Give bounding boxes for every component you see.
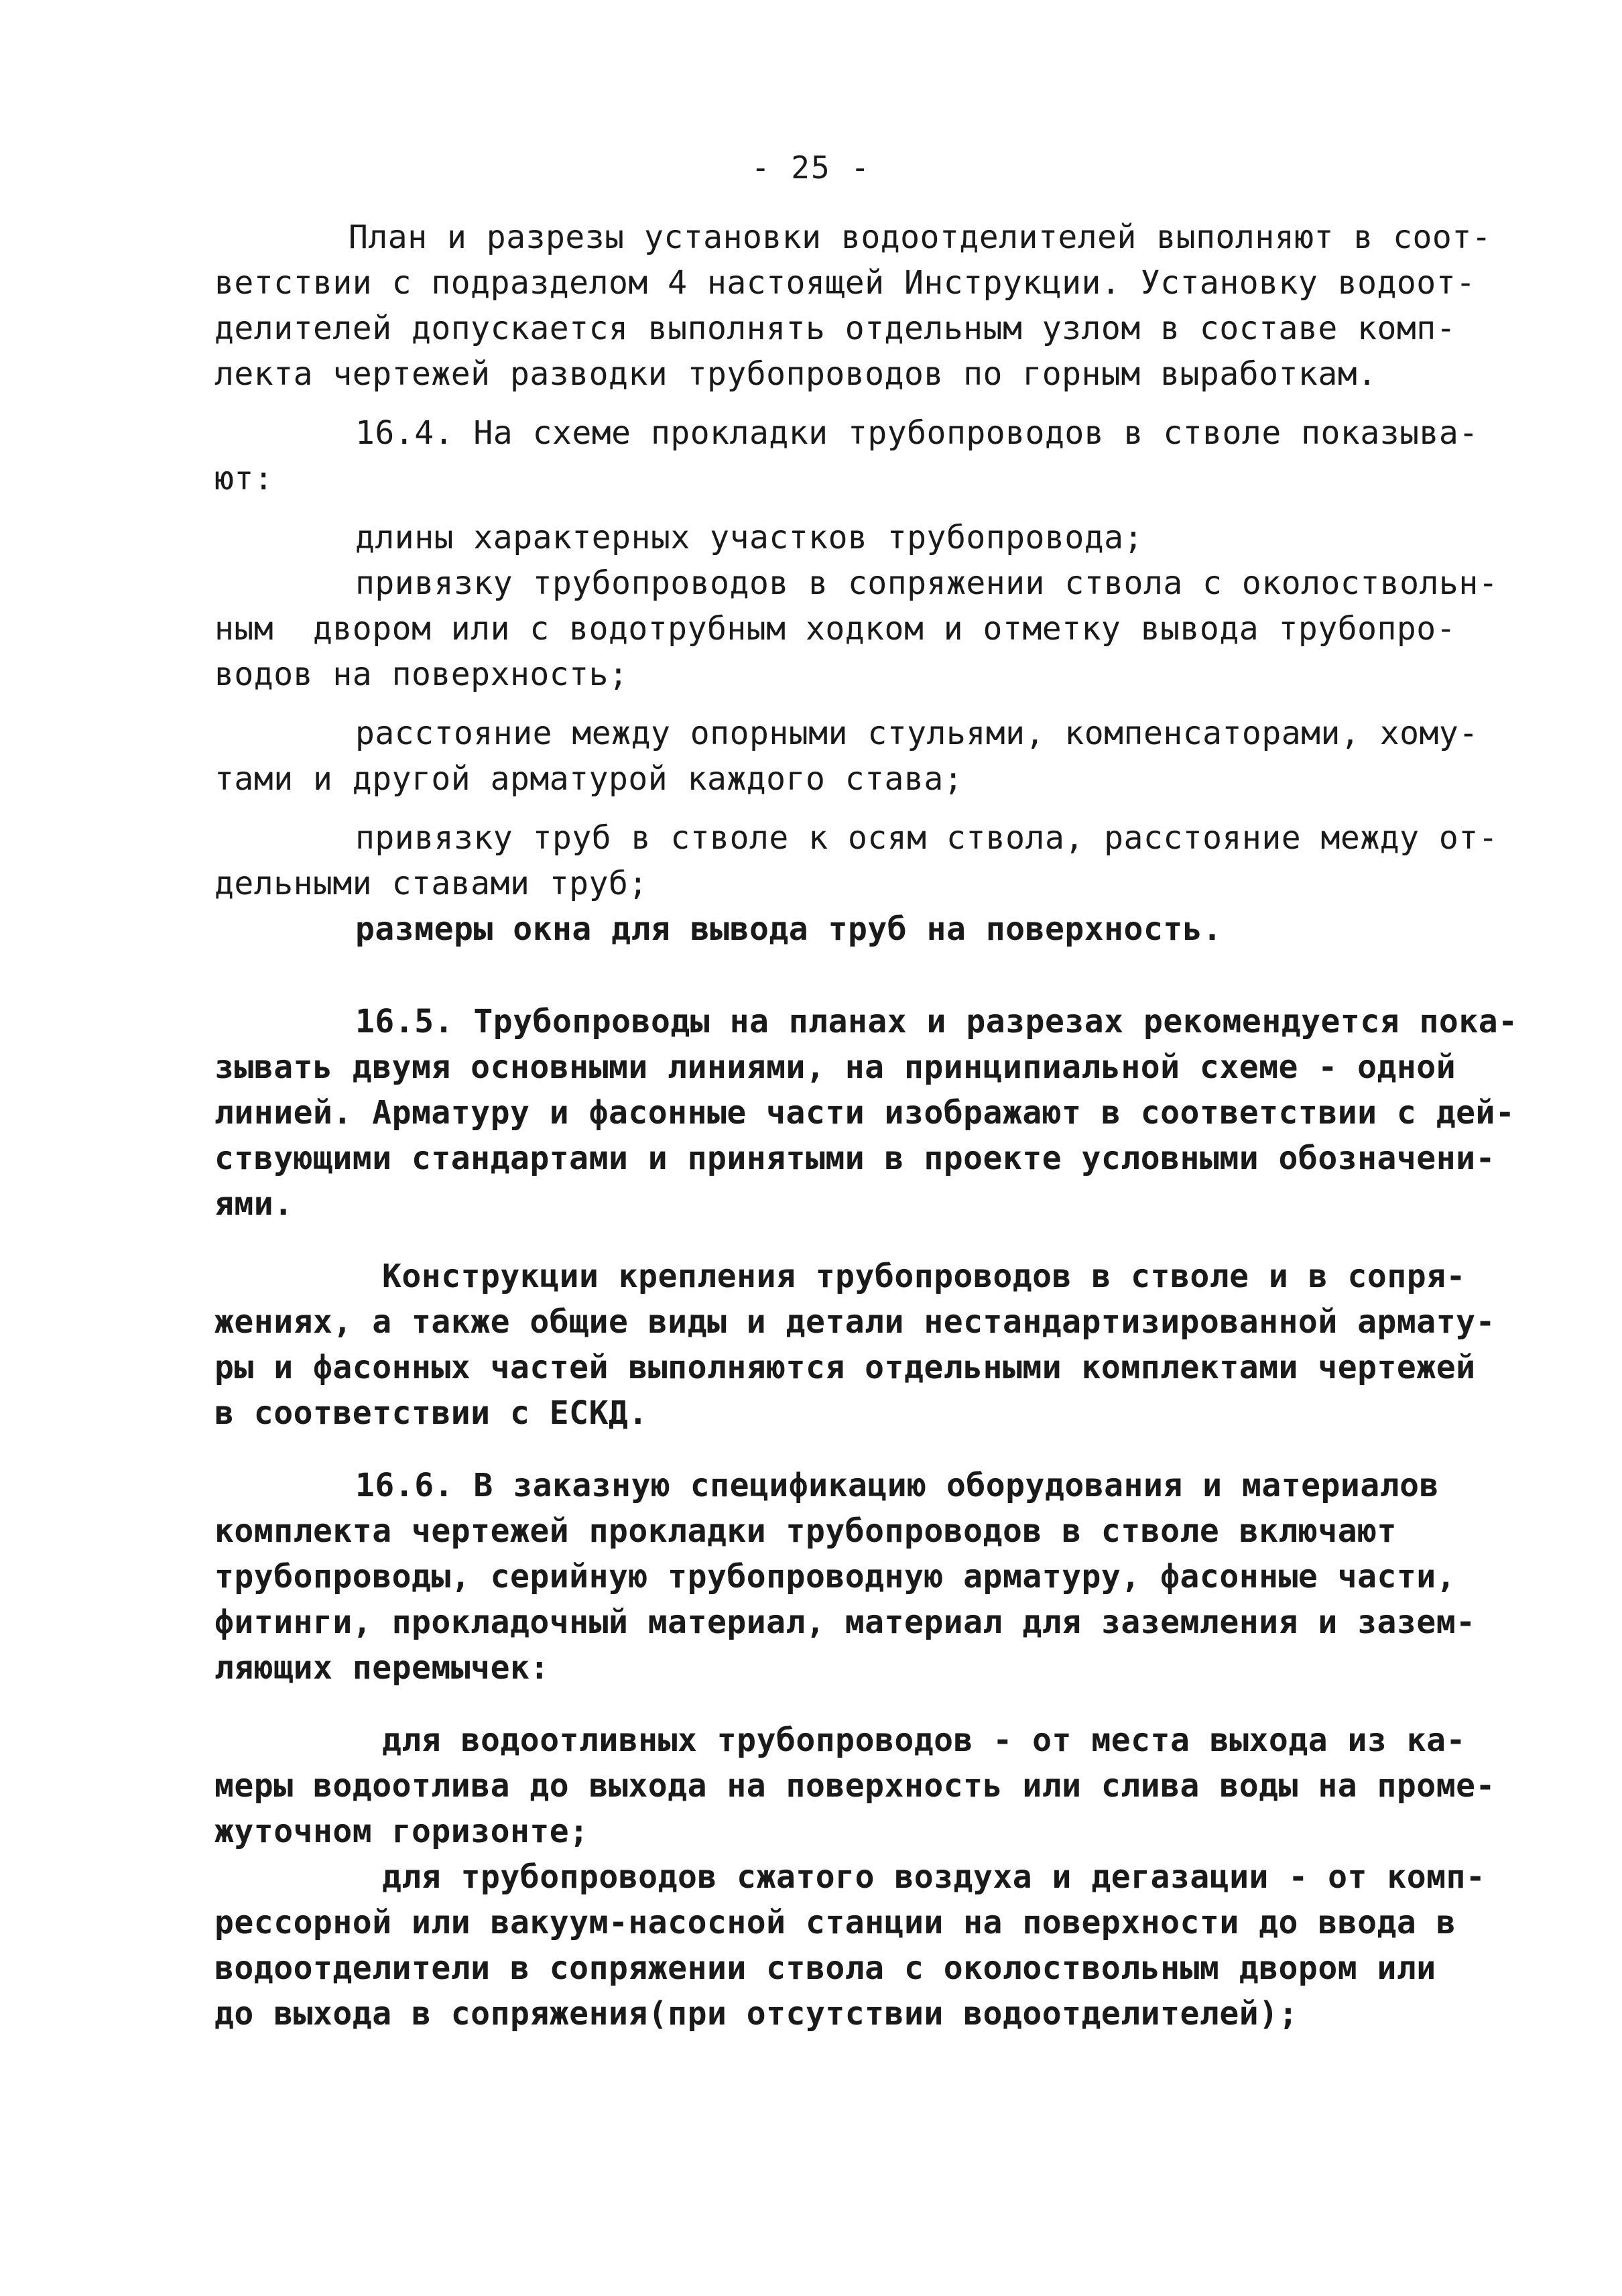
paragraph-fastening-structures [214,1254,1495,1436]
text-line: привязку труб в стволе к осям ствола, расстояние между от- [355,819,1499,857]
text-line: делителей допускается выполнять отдельным узлом в составе комп- [214,310,1456,347]
list-item-distances [214,711,1479,802]
document-body [214,215,1518,2037]
text-line: ным двором или с водотрубным ходком и отметку вывода трубопро- [214,610,1456,648]
text-line: лекта чертежей разводки трубопроводов по горным выработкам. [214,355,1377,393]
list-item-drainage-pipelines [214,1717,1495,1854]
text-line: привязку трубопроводов в сопряжении ствола с околоствольн- [355,564,1499,602]
text-line: ляющих перемычек: [214,1649,550,1687]
section-16-5 [214,999,1518,1227]
text-line: в соответствии с ЕСКД. [214,1394,648,1432]
text-line: зывать двумя основными линиями, на принципиальной схеме - одной [214,1048,1456,1086]
text-line: меры водоотлива до выхода на поверхность или слива воды на проме- [214,1767,1495,1805]
text-line: ют: [214,460,274,497]
text-line: ры и фасонных частей выполняются отдельными комплектами чертежей [214,1349,1476,1386]
text-line: жуточном горизонте; [214,1813,589,1850]
text-line: до выхода в сопряжения(при отсутствии водоотделителей); [214,1995,1298,2033]
section-16-4 [214,410,1479,501]
text-line: фитинги, прокладочный материал, материал для заземления и зазем- [214,1604,1476,1641]
text-line: линией. Арматуру и фасонные части изображают в соответствии с дей- [214,1094,1515,1132]
text-line: 16.6. В заказную спецификацию оборудования и материалов [355,1467,1439,1504]
text-line: размеры окна для вывода труб на поверхность. [355,910,1223,948]
text-line: План и разрезы установки водоотделителей выполняют в соот- [349,219,1492,256]
text-line: ями. [214,1185,294,1223]
text-line: ствующими стандартами и принятыми в проекте условными обозначени- [214,1140,1495,1177]
text-line: расстояние между опорными стульями, компенсаторами, хому- [355,715,1479,752]
text-line: рессорной или вакуум-насосной станции на поверхности до ввода в [214,1904,1456,1941]
text-line: трубопроводы, серийную трубопроводную арматуру, фасонные части, [214,1558,1456,1595]
text-line: тами и другой арматурой каждого става; [214,760,964,798]
text-line: 16.5. Трубопроводы на планах и разрезах рекомендуется пока- [355,1003,1518,1040]
paragraph-water-separator-plan [214,215,1492,397]
text-line: жениях, а также общие виды и детали нестандартизированной армату- [214,1303,1495,1341]
text-line: 16.4. На схеме прокладки трубопроводов в стволе показыва- [355,414,1479,452]
text-line: водов на поверхность; [214,656,629,693]
list-item-binding [214,560,1499,697]
list-item-lengths [214,515,1461,560]
section-16-6 [214,1463,1476,1691]
text-line: для водоотливных трубопроводов - от места выхода из ка- [382,1721,1466,1759]
list-item-window-size [214,906,1461,952]
list-item-compressed-air-pipelines [214,1854,1486,2037]
text-line: для трубопроводов сжатого воздуха и дегазации - от комп- [382,1858,1486,1896]
text-line: дельными ставами труб; [214,865,648,902]
text-line: Конструкции крепления трубопроводов в стволе и в сопря- [382,1258,1466,1295]
text-line: длины характерных участков трубопровода; [355,519,1143,556]
text-line: комплекта чертежей прокладки трубопроводов в стволе включают [214,1512,1397,1550]
text-line: ветствии с подразделом 4 настоящей Инструкции. Установку водоот- [214,264,1476,302]
list-item-pipe-axes [214,815,1499,906]
page-number: - 25 - [751,149,871,186]
text-line: водоотделители в сопряжении ствола с околоствольным двором или [214,1949,1436,1987]
